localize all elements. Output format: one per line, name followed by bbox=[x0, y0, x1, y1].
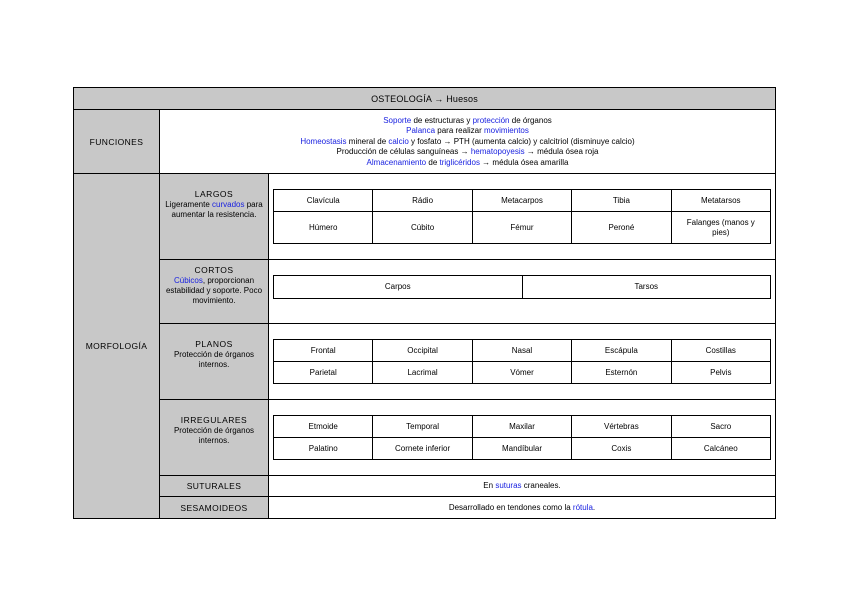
largos-description bbox=[162, 200, 266, 220]
keyword-soporte: Soporte bbox=[383, 116, 412, 125]
table-row bbox=[274, 438, 771, 460]
bone-cell: Etmoide bbox=[274, 416, 373, 438]
bone-cell: Cornete inferior bbox=[373, 438, 472, 460]
sesamoideos-title: SESAMOIDEOS bbox=[180, 502, 248, 513]
bone-cell: Costillas bbox=[671, 340, 770, 362]
keyword-homeostasis: Homeostasis bbox=[300, 136, 347, 146]
irregulares-title: IRREGULARES bbox=[180, 415, 248, 425]
suturales-description bbox=[269, 476, 775, 496]
keyword-cubicos: Cúbicos bbox=[173, 276, 203, 285]
irregulares-bones-table bbox=[273, 415, 771, 460]
bone-cell: Occipital bbox=[373, 340, 472, 362]
desc-text: , proporcionan estabilidad y soporte. Poco movimiento. bbox=[165, 276, 263, 305]
desc-text: Desarrollado en tendones como la bbox=[448, 503, 573, 512]
bone-cell: Frontal bbox=[274, 340, 373, 362]
largos-title: LARGOS bbox=[194, 189, 234, 199]
funcion-text: → médula ósea roja bbox=[524, 147, 599, 157]
desc-text: . bbox=[592, 503, 596, 512]
funcion-text: de bbox=[426, 157, 440, 167]
funcion-palanca bbox=[160, 126, 775, 136]
bone-cell: Húmero bbox=[274, 212, 373, 244]
desc-text: para aumentar la resistencia. bbox=[171, 200, 263, 219]
keyword-movimientos: movimientos bbox=[483, 126, 529, 136]
bone-cell: Palatino bbox=[274, 438, 373, 460]
bone-cell: Maxilar bbox=[472, 416, 571, 438]
funciones-content bbox=[160, 116, 775, 168]
bone-cell: Cúbito bbox=[373, 212, 472, 244]
bone-cell: Vómer bbox=[472, 362, 571, 384]
bone-cell: Coxis bbox=[572, 438, 671, 460]
desc-text: craneales. bbox=[521, 481, 561, 490]
planos-title: PLANOS bbox=[195, 339, 233, 349]
table-title: OSTEOLOGÍA → Huesos bbox=[74, 88, 775, 110]
table-row bbox=[274, 416, 771, 438]
bone-cell: Calcáneo bbox=[671, 438, 770, 460]
keyword-hematopoyesis: hematopoyesis bbox=[470, 147, 525, 157]
funcion-text: y fosfato → PTH (aumenta calcio) y calcitriol (disminuye calcio) bbox=[408, 136, 635, 146]
keyword-calcio: calcio bbox=[388, 136, 409, 146]
bone-cell: Escápula bbox=[572, 340, 671, 362]
keyword-curvados: curvados bbox=[212, 200, 245, 209]
keyword-suturas: suturas bbox=[495, 481, 522, 490]
keyword-palanca: Palanca bbox=[406, 126, 436, 136]
funcion-hematopoyesis bbox=[160, 147, 775, 157]
funcion-almacenamiento bbox=[160, 158, 775, 168]
bone-cell: Tibia bbox=[572, 190, 671, 212]
bone-cell: Sacro bbox=[671, 416, 770, 438]
desc-text: Ligeramente bbox=[165, 200, 212, 209]
funcion-text: Producción de células sanguíneas → bbox=[336, 147, 471, 157]
bone-cell: Peroné bbox=[572, 212, 671, 244]
table-row bbox=[274, 276, 771, 299]
funcion-homeostasis bbox=[160, 137, 775, 147]
planos-type bbox=[162, 339, 266, 370]
bone-cell: Falanges (manos y pies) bbox=[671, 212, 770, 244]
funcion-text: para realizar bbox=[435, 126, 484, 136]
bone-cell: Lacrimal bbox=[373, 362, 472, 384]
planos-bones-table bbox=[273, 339, 771, 384]
divider bbox=[268, 174, 269, 518]
cortos-type bbox=[162, 265, 266, 306]
table-row bbox=[274, 190, 771, 212]
bone-cell: Parietal bbox=[274, 362, 373, 384]
bone-cell: Pelvis bbox=[671, 362, 770, 384]
divider bbox=[160, 399, 775, 400]
funcion-soporte bbox=[160, 116, 775, 126]
bone-cell: Carpos bbox=[274, 276, 523, 299]
bone-cell: Vértebras bbox=[572, 416, 671, 438]
desc-text: En bbox=[483, 481, 496, 490]
bone-cell: Metacarpos bbox=[472, 190, 571, 212]
osteology-table bbox=[73, 87, 776, 519]
largos-type bbox=[162, 189, 266, 220]
keyword-proteccion: protección bbox=[472, 116, 510, 125]
bone-cell: Metatarsos bbox=[671, 190, 770, 212]
funcion-text: de órganos bbox=[509, 116, 552, 125]
planos-description: Protección de órganos internos. bbox=[173, 350, 255, 369]
bone-cell: Rádio bbox=[373, 190, 472, 212]
divider bbox=[160, 323, 775, 324]
cortos-description bbox=[162, 276, 266, 306]
table-row bbox=[274, 362, 771, 384]
cortos-bones-table bbox=[273, 275, 771, 299]
bone-cell: Nasal bbox=[472, 340, 571, 362]
keyword-almacenamiento: Almacenamiento bbox=[366, 157, 427, 167]
bone-cell: Fémur bbox=[472, 212, 571, 244]
funcion-text: mineral de bbox=[346, 136, 389, 146]
irregulares-type bbox=[162, 415, 266, 446]
bone-cell: Mandíbular bbox=[472, 438, 571, 460]
table-row bbox=[274, 212, 771, 244]
cortos-title: CORTOS bbox=[194, 265, 234, 275]
sesamoideos-description bbox=[269, 497, 775, 518]
irregulares-description: Protección de órganos internos. bbox=[173, 426, 255, 445]
funcion-text: de estructuras y bbox=[411, 116, 473, 125]
suturales-title: SUTURALES bbox=[186, 481, 242, 491]
morfologia-label: MORFOLOGÍA bbox=[74, 174, 159, 518]
bone-cell: Esternón bbox=[572, 362, 671, 384]
funciones-label: FUNCIONES bbox=[74, 110, 159, 173]
keyword-rotula: rótula bbox=[572, 503, 593, 512]
largos-bones-table bbox=[273, 189, 771, 244]
keyword-trigliceridos: triglicéridos bbox=[439, 157, 480, 167]
funcion-text: → médula ósea amarilla bbox=[479, 157, 569, 167]
bone-cell: Temporal bbox=[373, 416, 472, 438]
table-row bbox=[274, 340, 771, 362]
bone-cell: Clavícula bbox=[274, 190, 373, 212]
bone-cell: Tarsos bbox=[522, 276, 771, 299]
divider bbox=[160, 259, 775, 260]
